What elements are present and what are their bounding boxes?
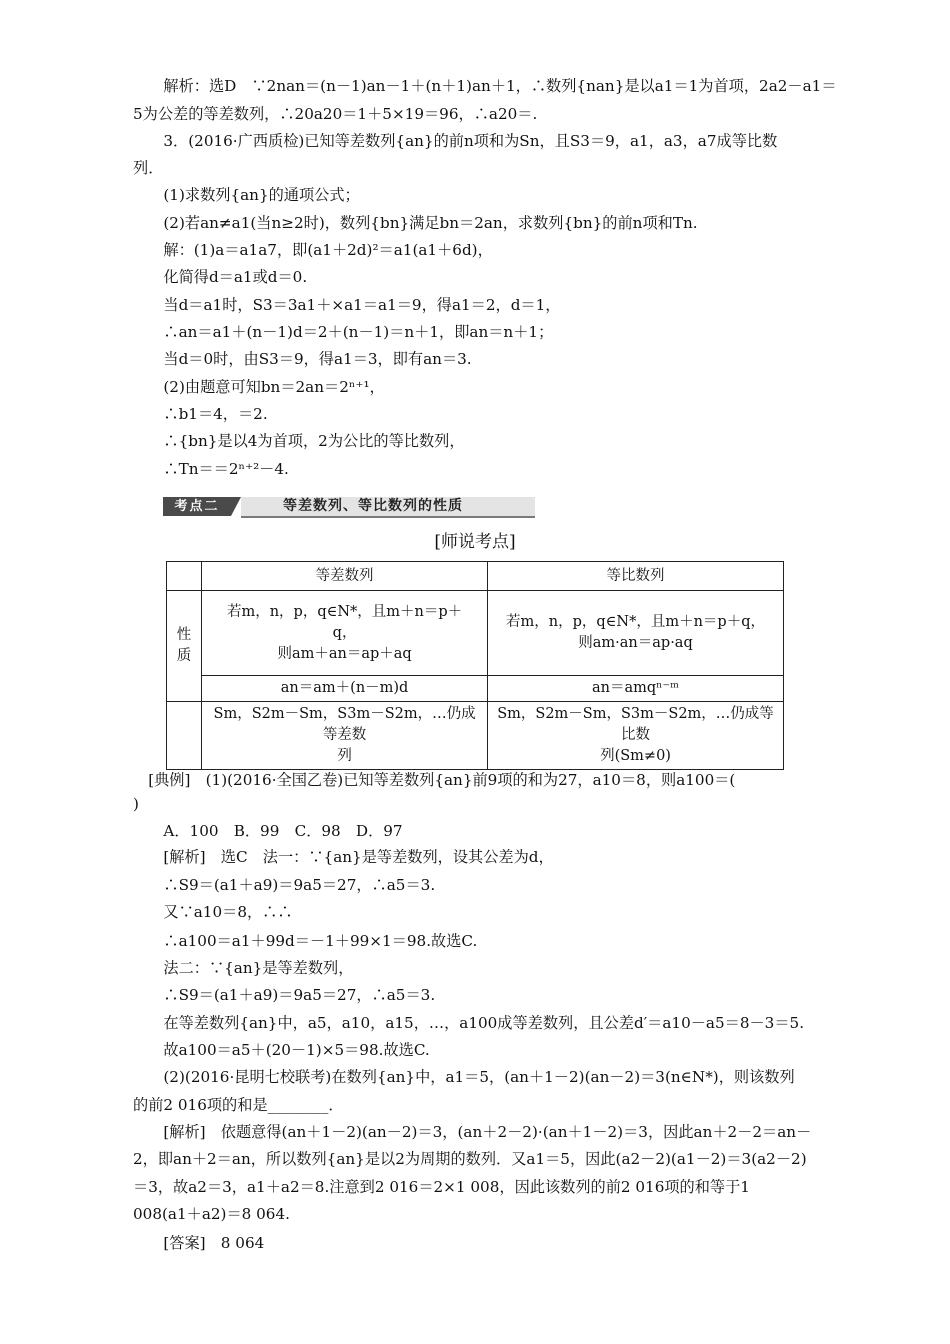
section-tab: 考点二 <box>163 497 231 516</box>
text-line: 又∵a10＝8，∴∴ <box>133 903 293 921</box>
text-line: 的前2 016项的和是________． <box>133 1096 344 1114</box>
text-line: A．100 B．99 C．98 D．97 <box>133 822 403 840</box>
text-line: (1)求数列{an}的通项公式； <box>133 186 360 204</box>
text-line: 2，即an＋2＝an，所以数列{an}是以2为周期的数列．又a1＝5，因此(a2－2)(a1－2)＝3(a2－2) <box>133 1150 807 1168</box>
text-line: 解：(1)a＝a1a7，即(a1＋2d)²＝a1(a1＋6d)， <box>133 241 493 259</box>
text-line: 在等差数列{an}中，a5，a10，a15，…，a100成等差数列，且公差d′＝a10－a5＝8－3＝5. <box>133 1014 805 1032</box>
text-line: [解析] 依题意得(an＋1－2)(an－2)＝3，(an＋2－2)·(an＋1－2)＝3，因此an＋2－2＝an－ <box>133 1123 812 1141</box>
row-label-cell: 性 质 <box>167 591 202 702</box>
text-line: 008(a1＋a2)＝8 064. <box>133 1205 290 1223</box>
table-header-row <box>167 562 784 591</box>
table-header-cell: 等比数列 <box>488 562 784 591</box>
text-line: (2)若an≠a1(当n≥2时)，数列{bn}满足bn＝2an，求数列{bn}的前n项和Tn. <box>133 214 698 232</box>
text-line: 法二：∵{an}是等差数列， <box>133 959 354 977</box>
table-cell: Sm，S2m－Sm，S3m－S2m，…仍成等差数 列 <box>202 702 488 770</box>
text-line: ∴a100＝a1＋99d＝－1＋99×1＝98.故选C. <box>133 932 478 950</box>
text-line: ∴b1＝4，＝2. <box>133 405 268 423</box>
table-row <box>167 591 784 676</box>
text-line: ∴Tn＝＝2ⁿ⁺²－4. <box>133 460 289 478</box>
text-line: ∴S9＝(a1＋a9)＝9a5＝27，∴a5＝3. <box>133 876 436 894</box>
text-line: 3．(2016·广西质检)已知等差数列{an}的前n项和为Sn，且S3＝9，a1，a3，a7成等比数 <box>133 132 778 150</box>
text-line: ∴S9＝(a1＋a9)＝9a5＝27，∴a5＝3. <box>133 986 436 1004</box>
properties-table <box>166 561 784 770</box>
text-line: ∴{bn}是以4为首项，2为公比的等比数列， <box>133 432 465 450</box>
table-header-cell: 等差数列 <box>202 562 488 591</box>
table-cell: an＝am＋(n－m)d <box>202 676 488 702</box>
table-cell: 若m，n，p，q∈N*，且m＋n＝p＋q， 则am·an＝ap·aq <box>488 591 784 676</box>
text-line: 化简得d＝a1或d＝0. <box>133 268 308 286</box>
table-row <box>167 702 784 770</box>
table-cell <box>167 702 202 770</box>
text-line: 列． <box>133 159 164 177</box>
text-line: ＝3，故a2＝3，a1＋a2＝8.注意到2 016＝2×1 008，因此该数列的前2 016项的和等于1 <box>133 1178 750 1196</box>
text-line: (2)(2016·昆明七校联考)在数列{an}中，a1＝5，(an＋1－2)(an－2)＝3(n∈N*)，则该数列 <box>133 1068 795 1086</box>
table-cell: an＝amqⁿ⁻ᵐ <box>488 676 784 702</box>
subheading: [师说考点] <box>434 532 516 552</box>
text-line: [答案] 8 064 <box>133 1234 265 1252</box>
text-line: 故a100＝a5＋(20－1)×5＝98.故选C. <box>133 1041 430 1059</box>
text-line: 当d＝a1时，S3＝3a1＋×a1＝a1＝9，得a1＝2，d＝1， <box>133 296 561 314</box>
table-cell: Sm，S2m－Sm，S3m－S2m，…仍成等比数 列(Sm≠0) <box>488 702 784 770</box>
table-row <box>167 676 784 702</box>
text-line: (2)由题意可知bn＝2an＝2ⁿ⁺¹， <box>133 378 385 396</box>
text-line: [典例] (1)(2016·全国乙卷)已知等差数列{an}前9项的和为27，a10＝8，则a100＝( <box>133 771 736 789</box>
text-line: ∴an＝a1＋(n－1)d＝2＋(n－1)＝n＋1，即an＝n＋1； <box>133 323 554 341</box>
text-line: 解析：选D ∵2nan＝(n－1)an－1＋(n＋1)an＋1，∴数列{nan}是以a1＝1为首项，2a2－a1＝ <box>133 77 837 95</box>
text-line: 当d＝0时，由S3＝9，得a1＝3，即有an＝3. <box>133 350 472 368</box>
section-banner <box>163 494 535 520</box>
table-header-cell <box>167 562 202 591</box>
section-title: 等差数列、等比数列的性质 <box>283 498 463 514</box>
table-cell: 若m，n，p，q∈N*，且m＋n＝p＋ q， 则am＋an＝ap＋aq <box>202 591 488 676</box>
text-line: ) <box>133 795 139 813</box>
text-line: [解析] 选C 法一：∵{an}是等差数列，设其公差为d， <box>133 848 554 866</box>
text-line: 5为公差的等差数列，∴20a20＝1＋5×19＝96，∴a20＝. <box>133 105 538 123</box>
